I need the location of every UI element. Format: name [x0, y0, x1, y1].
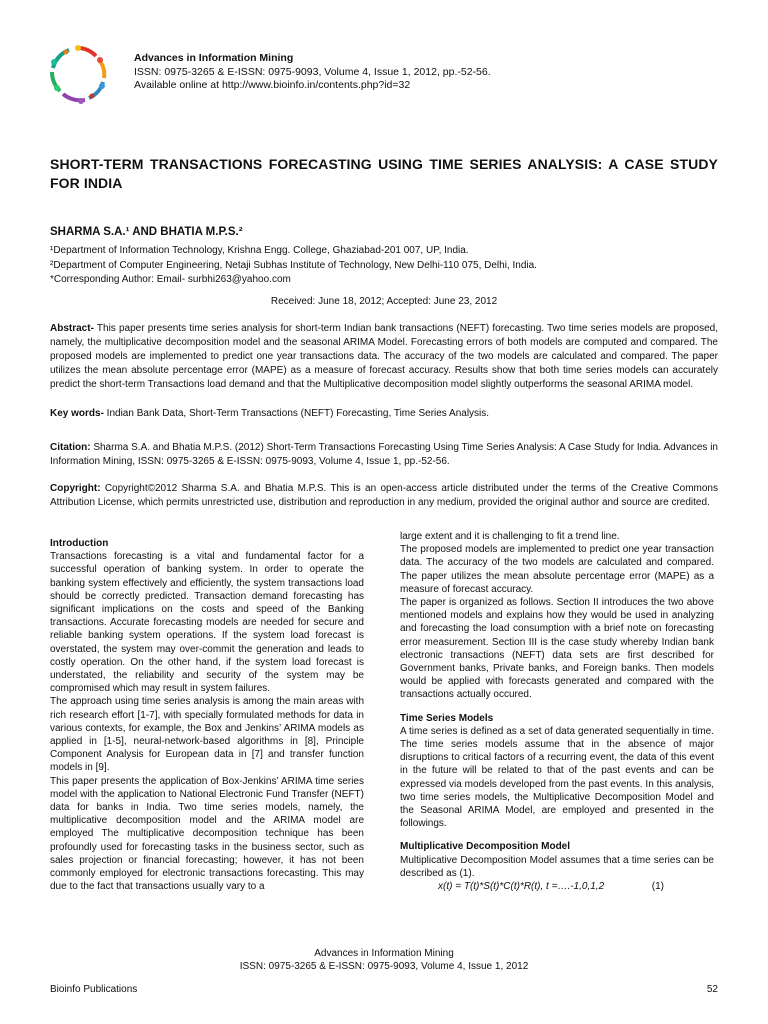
journal-issn: ISSN: 0975-3265 & E-ISSN: 0975-9093, Volume 4, Issue 1, 2012, pp.-52-56. [134, 65, 491, 78]
journal-logo [48, 44, 108, 104]
paper-title: SHORT-TERM TRANSACTIONS FORECASTING USING TIME SERIES ANALYSIS: A CASE STUDY FOR INDIA [50, 156, 718, 191]
right-paragraph-2: The proposed models are implemented to predict one year transaction data. The accuracy of the two models are calculated and compared. The paper utilizes the mean absolute percentage error (MAPE) as a measure of forecast accuracy. [400, 544, 714, 595]
equation-number: (1) [651, 881, 664, 893]
right-column [400, 530, 714, 893]
left-column [50, 537, 364, 893]
equation-text: x(t) = T(t)*S(t)*C(t)*R(t), t =….-1,0,1,2 [438, 881, 605, 893]
citation-label: Citation: [50, 442, 91, 453]
intro-paragraph-3: This paper presents the application of Box-Jenkins’ ARIMA time series model with the application to National Electronic Fund Transfer (NEFT) data for banks in India. Two time series models, namely, the multiplicative decomposition model and the ARIMA model are employed The multiplicative decomposition technique has been profoundly used for forecasting tasks in the business sector, such as sales projection or financial forecasting; however, it has not been commonly employed for electronic transactions forecasting. This may due to the fact that transactions usually vary to a [50, 775, 364, 893]
citation-text: Sharma S.A. and Bhatia M.P.S. (2012) Short-Term Transactions Forecasting Using Time Series Analysis: A Case Study for India. Advances in Information Mining, ISSN: 0975-3265 & E-ISSN: 0975-9093, Volume 4, Issue 1, pp.-52-56. [50, 442, 718, 467]
abstract [50, 322, 718, 392]
journal-name: Advances in Information Mining [134, 52, 294, 64]
intro-paragraph-2: The approach using time series analysis is among the main areas with rich research effort [1-7], with specially formulated methods for data in various contexts, for example, the Box and Jenkins’ ARIMA models as applied in [1-5], neural-network-based algorithms in [8], Principle Component Analysis for European data in [7] and transfer function models in [9]. [50, 696, 364, 774]
affiliation-1: ¹Department of Information Technology, Krishna Engg. College, Ghaziabad-201 007, UP, India. [50, 245, 469, 256]
authors: SHARMA S.A.¹ AND BHATIA M.P.S.² [50, 226, 243, 238]
page-footer [0, 947, 768, 973]
publisher-name: Bioinfo Publications [50, 984, 138, 995]
right-paragraph-3: The paper is organized as follows. Section II introduces the two above mentioned models and explains how they would be used in analyzing and forecasting the load consumption with a brief note on forecasting error measurement. Section III is the case study whereby Indian bank electronic transactions (NEFT) data sets are first described for Government banks, Private banks, and Foreign banks. Then models would be applied with forecasts generated and compared with the transactions actually occured. [400, 597, 714, 701]
journal-url[interactable]: Available online at http://www.bioinfo.in/contents.php?id=32 [134, 79, 411, 91]
abstract-label: Abstract- [50, 323, 94, 334]
keywords-text: Indian Bank Data, Short-Term Transactions (NEFT) Forecasting, Time Series Analysis. [103, 408, 490, 419]
bioinfo-logo-icon [48, 44, 108, 104]
mdm-heading: Multiplicative Decomposition Model [400, 841, 571, 853]
copyright-label: Copyright: [50, 483, 101, 494]
journal-header [134, 52, 491, 93]
intro-paragraph-1: Transactions forecasting is a vital and fundamental factor for a successful operation of banking system. In order to operate the banking system effectively and efficiently, the system transactions load should be correctly predicted. Transaction demand forecasting has significant implications on the costs and speed of the Banking transactions. Accurate forecasting models are needed for secure and reliable banking system operations. If the system load forecast is overstated, the system may over-commit the generation and leads to costly operation. On the other hand, if the system load forecast is understated, the reliability and security of the system may be compromised which may result in system failures. [50, 551, 364, 695]
corresponding-author: *Corresponding Author: Email- surbhi263@yahoo.com [50, 274, 291, 285]
equation-1 [400, 880, 714, 893]
received-dates: Received: June 18, 2012; Accepted: June 23, 2012 [270, 296, 498, 307]
abstract-text: This paper presents time series analysis for short-term Indian bank transactions (NEFT) forecasting. Two time series models are proposed, namely, the multiplicative decomposition model and the seasonal ARIMA Model. Forecasting errors of both models are computed and compared. The proposed models are implemented to predict one year transactions data. The accuracy of the two models are calculated and compared. The paper utilizes the mean absolute percentage error (MAPE) as a measure of forecast accuracy. Results show that both time series models can accurately predict the short-term Transactions load demand and that the Multiplicative decomposition model slightly outperforms the seasonal ARIMA model. [50, 323, 718, 390]
footer-journal-name: Advances in Information Mining [314, 948, 454, 959]
copyright-text: Copyright©2012 Sharma S.A. and Bhatia M.P.S. This is an open-access article distributed under the terms of the Creative Commons Attribution License, which permits unrestricted use, distribution and reproduction in any medium, provided the original author and source are credited. [50, 483, 718, 508]
copyright [50, 482, 718, 510]
introduction-heading: Introduction [50, 538, 109, 549]
keywords [50, 407, 718, 421]
affiliation-2: ²Department of Computer Engineering, Netaji Subhas Institute of Technology, New Delhi-110 075, Delhi, India. [50, 259, 537, 271]
affiliations [50, 244, 537, 288]
mdm-paragraph: Multiplicative Decomposition Model assumes that a time series can be described as (1). [400, 854, 714, 879]
page-number: 52 [706, 984, 718, 995]
right-paragraph-1: large extent and it is challenging to fit a trend line. [400, 531, 620, 542]
time-series-heading: Time Series Models [400, 712, 494, 724]
footer-issn: ISSN: 0975-3265 & E-ISSN: 0975-9093, Volume 4, Issue 1, 2012 [239, 961, 529, 972]
time-series-paragraph: A time series is defined as a set of data generated sequentially in time. The time series models assume that in the absence of major disruptions to critical factors of a recurring event, the data of this event in the future will be related to that of the past events and can be expressed via models developed from the past events. In this analysis, two time series models, the Multiplicative Decomposition Model and the Seasonal ARIMA Model, are employed and presented in the followings. [400, 725, 714, 830]
citation [50, 441, 718, 469]
keywords-label: Key words- [50, 408, 104, 419]
